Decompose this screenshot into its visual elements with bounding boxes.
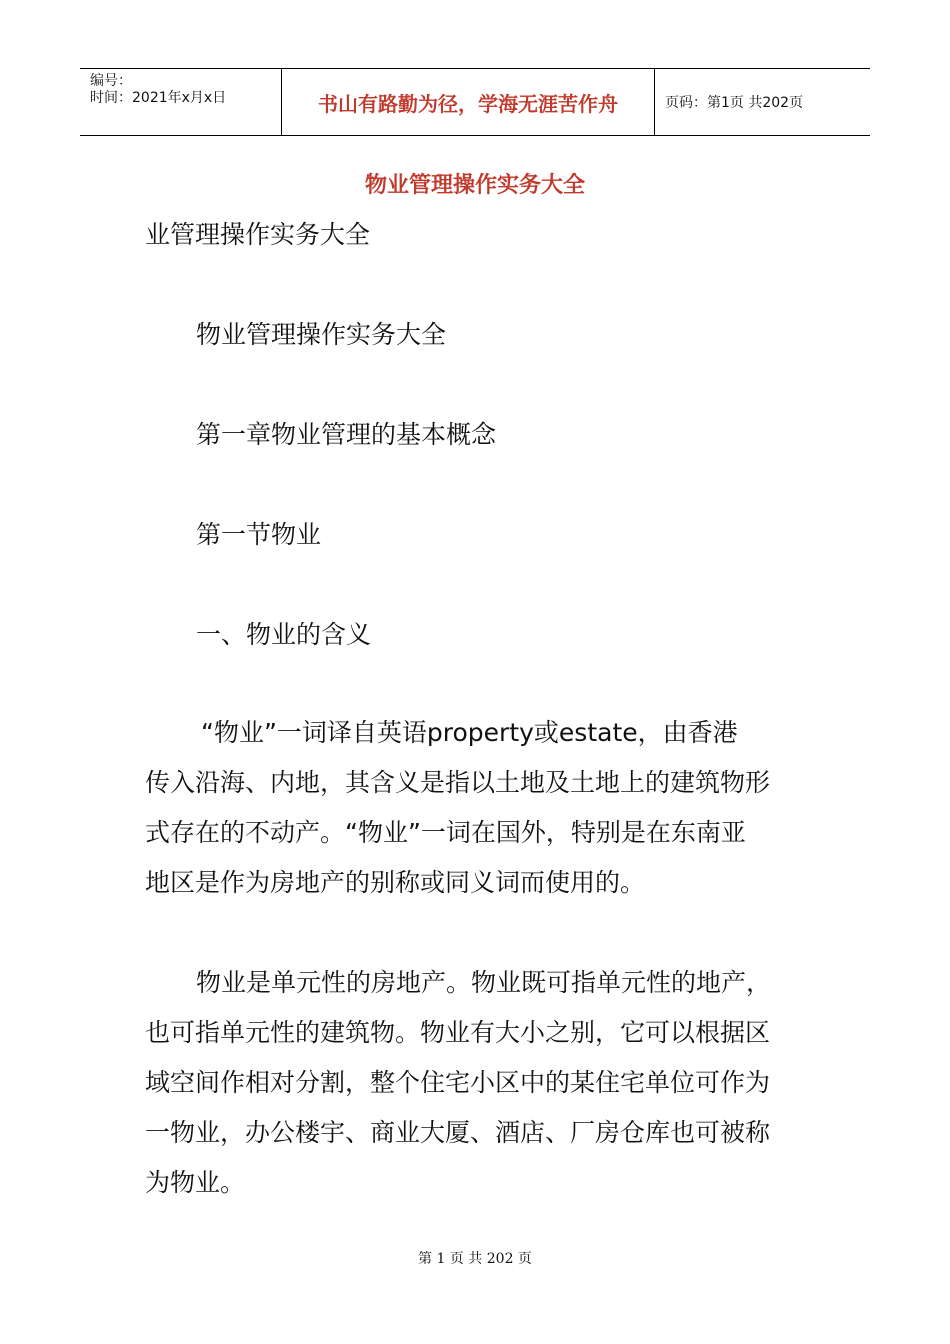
header-motto: 书山有路勤为径，学海无涯苦作舟 bbox=[282, 69, 655, 135]
paragraph-2-line: 物业是单元性的房地产。物业既可指单元性的地产， bbox=[196, 968, 772, 997]
paragraph-2-line: 一物业，办公楼宇、商业大厦、酒店、厂房仓库也可被称 bbox=[145, 1118, 771, 1147]
page-header bbox=[80, 68, 870, 136]
page-footer: 第 1 页 共 202 页 bbox=[418, 1251, 532, 1267]
paragraph-2-line: 也可指单元性的建筑物。物业有大小之别，它可以根据区 bbox=[145, 1018, 771, 1047]
paragraph-1-line: 式存在的不动产。“物业”一词在国外，特别是在东南亚 bbox=[145, 818, 746, 847]
paragraph-1-line: 传入沿海、内地，其含义是指以土地及土地上的建筑物形 bbox=[145, 768, 771, 797]
header-number-label: 编号： bbox=[90, 73, 132, 89]
header-time-label: 时间：2021年x月x日 bbox=[90, 90, 227, 106]
paragraph-2-line: 域空间作相对分割，整个住宅小区中的某住宅单位可作为 bbox=[145, 1068, 771, 1097]
paragraph-2-line: 为物业。 bbox=[145, 1168, 246, 1197]
document-title: 物业管理操作实务大全 bbox=[364, 172, 585, 198]
paragraph-2 bbox=[145, 958, 810, 1208]
header-page-info: 页码：第1页 共202页 bbox=[665, 95, 804, 111]
subsection-heading: 一、物业的含义 bbox=[196, 620, 372, 649]
header-meta bbox=[80, 69, 282, 135]
body-line-2: 物业管理操作实务大全 bbox=[196, 320, 447, 349]
section-heading: 第一节物业 bbox=[196, 520, 322, 549]
body-line-1: 业管理操作实务大全 bbox=[145, 220, 371, 249]
paragraph-1-line: 地区是作为房地产的别称或同义词而使用的。 bbox=[145, 868, 646, 897]
paragraph-1-line: “物业”一词译自英语property或estate，由香港 bbox=[201, 718, 738, 747]
chapter-heading: 第一章物业管理的基本概念 bbox=[196, 420, 497, 449]
paragraph-1 bbox=[145, 708, 810, 908]
